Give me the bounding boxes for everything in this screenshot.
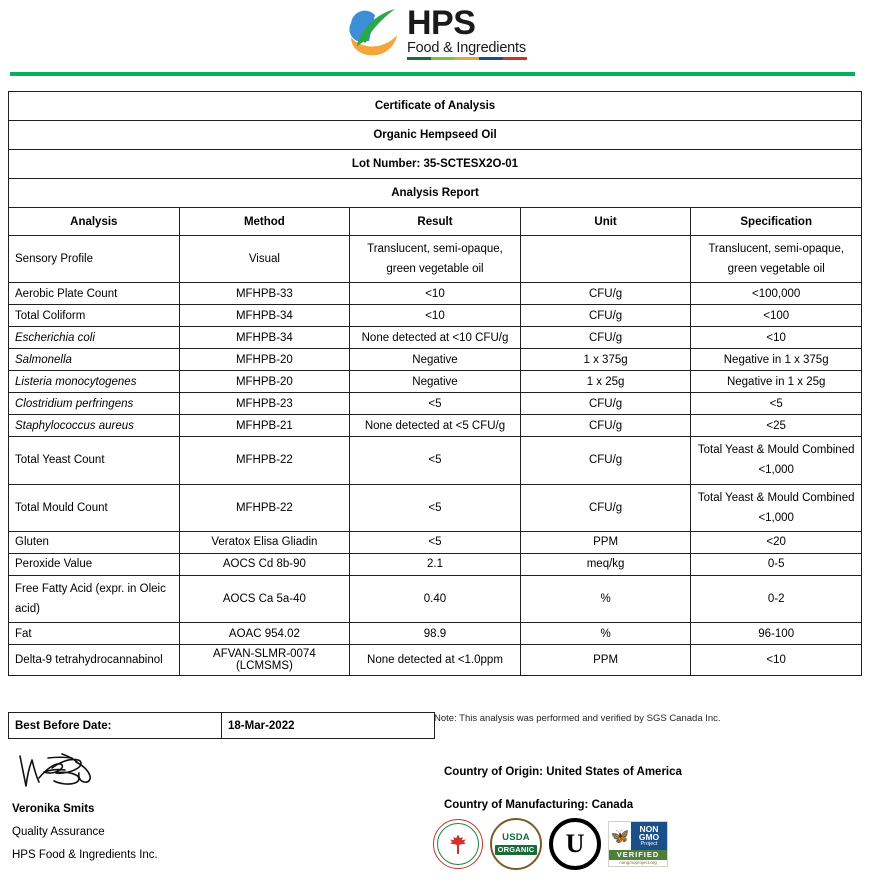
logo bbox=[345, 3, 527, 61]
cell-specification: <5 bbox=[691, 393, 862, 415]
cell-result: <5 bbox=[350, 437, 521, 484]
green-divider bbox=[10, 72, 855, 76]
cell-result: Negative bbox=[350, 371, 521, 393]
cell-unit: 1 x 375g bbox=[520, 349, 691, 371]
cell-method: MFHPB-21 bbox=[179, 415, 350, 437]
table-row bbox=[9, 437, 862, 484]
cell-unit: CFU/g bbox=[520, 305, 691, 327]
cell-result: 98.9 bbox=[350, 623, 521, 645]
cell-specification: <100 bbox=[691, 305, 862, 327]
usda-label: USDA bbox=[502, 832, 530, 843]
nongmo-top bbox=[609, 822, 667, 850]
cell-analysis: Delta-9 tetrahydrocannabinol bbox=[9, 645, 180, 676]
cell-specification: <10 bbox=[691, 645, 862, 676]
brand-header bbox=[0, 0, 872, 66]
halal-seal-icon bbox=[433, 819, 483, 869]
nongmo-words bbox=[631, 822, 667, 850]
cell-analysis: Staphylococcus aureus bbox=[9, 415, 180, 437]
cell-analysis: Total Mould Count bbox=[9, 484, 180, 531]
cell-unit: % bbox=[520, 623, 691, 645]
cell-specification: Negative in 1 x 25g bbox=[691, 371, 862, 393]
cell-result: Negative bbox=[350, 349, 521, 371]
cell-analysis: Gluten bbox=[9, 531, 180, 553]
cell-unit bbox=[520, 236, 691, 283]
handwritten-signature-icon bbox=[12, 748, 312, 792]
column-header-method: Method bbox=[179, 208, 350, 236]
cell-unit: CFU/g bbox=[520, 437, 691, 484]
sgs-note: Note: This analysis was performed and verified by SGS Canada Inc. bbox=[434, 713, 721, 724]
cell-method: AOCS Ca 5a-40 bbox=[179, 575, 350, 622]
table-row bbox=[9, 415, 862, 437]
cell-method: AOCS Cd 8b-90 bbox=[179, 553, 350, 575]
cell-result: None detected at <10 CFU/g bbox=[350, 327, 521, 349]
cell-specification: 96-100 bbox=[691, 623, 862, 645]
table-row bbox=[9, 393, 862, 415]
certificate-title: Certificate of Analysis bbox=[9, 92, 862, 121]
table-row bbox=[9, 305, 862, 327]
banner-row-report bbox=[9, 179, 862, 208]
table-row bbox=[9, 327, 862, 349]
cell-specification: Total Yeast & Mould Combined <1,000 bbox=[691, 484, 862, 531]
table-row bbox=[9, 645, 862, 676]
cell-analysis: Total Yeast Count bbox=[9, 437, 180, 484]
cell-method: MFHPB-23 bbox=[179, 393, 350, 415]
cell-specification: <25 bbox=[691, 415, 862, 437]
cell-analysis: Peroxide Value bbox=[9, 553, 180, 575]
cell-specification: <100,000 bbox=[691, 283, 862, 305]
table-row bbox=[9, 531, 862, 553]
table-row bbox=[9, 623, 862, 645]
kosher-u-icon bbox=[549, 818, 601, 870]
cell-method: MFHPB-22 bbox=[179, 437, 350, 484]
cell-unit: CFU/g bbox=[520, 283, 691, 305]
banner-row-lot bbox=[9, 150, 862, 179]
cell-method: Visual bbox=[179, 236, 350, 283]
leaf-check-logo-icon bbox=[345, 7, 401, 59]
cell-specification: <10 bbox=[691, 327, 862, 349]
nongmo-non-label: NON bbox=[639, 823, 659, 834]
cell-method: MFHPB-33 bbox=[179, 283, 350, 305]
butterfly-glyph: 🦋 bbox=[610, 827, 630, 845]
cell-analysis: Listeria monocytogenes bbox=[9, 371, 180, 393]
country-info bbox=[444, 766, 682, 811]
logo-text bbox=[407, 3, 527, 61]
cell-unit: PPM bbox=[520, 531, 691, 553]
cell-analysis: Sensory Profile bbox=[9, 236, 180, 283]
best-before-date-box bbox=[8, 712, 435, 739]
signer-name: Veronika Smits bbox=[12, 803, 95, 815]
table-row bbox=[9, 553, 862, 575]
cell-result: <5 bbox=[350, 484, 521, 531]
organic-label: ORGANIC bbox=[495, 845, 538, 856]
table-row bbox=[9, 349, 862, 371]
table-row bbox=[9, 371, 862, 393]
non-gmo-project-verified-icon bbox=[608, 821, 668, 867]
signature-block bbox=[12, 748, 312, 861]
signer-company: HPS Food & Ingredients Inc. bbox=[12, 849, 158, 861]
cell-result: None detected at <5 CFU/g bbox=[350, 415, 521, 437]
country-of-manufacturing: Country of Manufacturing: Canada bbox=[444, 799, 634, 811]
table-row bbox=[9, 575, 862, 622]
cell-result: None detected at <1.0ppm bbox=[350, 645, 521, 676]
cell-analysis: Clostridium perfringens bbox=[9, 393, 180, 415]
cell-method: MFHPB-34 bbox=[179, 305, 350, 327]
cell-unit: CFU/g bbox=[520, 327, 691, 349]
nongmo-url-label: nongmoproject.org bbox=[609, 860, 667, 866]
cell-analysis: Total Coliform bbox=[9, 305, 180, 327]
column-header-analysis: Analysis bbox=[9, 208, 180, 236]
brand-color-bars bbox=[407, 57, 527, 60]
cell-method: AOAC 954.02 bbox=[179, 623, 350, 645]
cell-unit: PPM bbox=[520, 645, 691, 676]
lot-number: Lot Number: 35-SCTESX2O-01 bbox=[9, 150, 862, 179]
cell-specification: Negative in 1 x 375g bbox=[691, 349, 862, 371]
cell-result: Translucent, semi-opaque, green vegetable oil bbox=[350, 236, 521, 283]
cell-result: <5 bbox=[350, 531, 521, 553]
analysis-report-title: Analysis Report bbox=[9, 179, 862, 208]
nongmo-gmo-label: GMO bbox=[638, 832, 660, 843]
cell-analysis: Escherichia coli bbox=[9, 327, 180, 349]
cell-analysis: Salmonella bbox=[9, 349, 180, 371]
table-row bbox=[9, 484, 862, 531]
kosher-u-letter: U bbox=[565, 829, 585, 858]
cell-method: MFHPB-22 bbox=[179, 484, 350, 531]
cell-method: MFHPB-20 bbox=[179, 371, 350, 393]
cell-result: <5 bbox=[350, 393, 521, 415]
cell-specification: Translucent, semi-opaque, green vegetable oil bbox=[691, 236, 862, 283]
cell-unit: % bbox=[520, 575, 691, 622]
cell-unit: CFU/g bbox=[520, 415, 691, 437]
banner-row-certificate bbox=[9, 92, 862, 121]
table-header-row bbox=[9, 208, 862, 236]
cell-analysis: Free Fatty Acid (expr. in Oleic acid) bbox=[9, 575, 180, 622]
country-of-origin: Country of Origin: United States of America bbox=[444, 766, 682, 778]
certification-badges bbox=[433, 818, 668, 870]
cell-specification: <20 bbox=[691, 531, 862, 553]
cell-result: <10 bbox=[350, 283, 521, 305]
usda-organic-icon bbox=[490, 818, 542, 870]
table-row bbox=[9, 236, 862, 283]
column-header-result: Result bbox=[350, 208, 521, 236]
cell-unit: meq/kg bbox=[520, 553, 691, 575]
certificate-of-analysis-table bbox=[8, 91, 862, 676]
cell-analysis: Aerobic Plate Count bbox=[9, 283, 180, 305]
cell-method: AFVAN-SLMR-0074 (LCMSMS) bbox=[179, 645, 350, 676]
cell-analysis: Fat bbox=[9, 623, 180, 645]
cell-unit: 1 x 25g bbox=[520, 371, 691, 393]
best-before-date-label: Best Before Date: bbox=[9, 713, 222, 738]
brand-name: HPS bbox=[407, 3, 476, 42]
cell-specification: 0-5 bbox=[691, 553, 862, 575]
cell-specification: Total Yeast & Mould Combined <1,000 bbox=[691, 437, 862, 484]
column-header-unit: Unit bbox=[520, 208, 691, 236]
cell-unit: CFU/g bbox=[520, 393, 691, 415]
maple-leaf-shape bbox=[449, 834, 468, 855]
cell-specification: 0-2 bbox=[691, 575, 862, 622]
cell-result: 2.1 bbox=[350, 553, 521, 575]
cell-result: 0.40 bbox=[350, 575, 521, 622]
cell-method: MFHPB-20 bbox=[179, 349, 350, 371]
best-before-date-value: 18-Mar-2022 bbox=[228, 719, 295, 732]
signer-role: Quality Assurance bbox=[12, 826, 105, 838]
cell-unit: CFU/g bbox=[520, 484, 691, 531]
product-name: Organic Hempseed Oil bbox=[9, 121, 862, 150]
cell-method: MFHPB-34 bbox=[179, 327, 350, 349]
butterfly-icon bbox=[609, 822, 631, 850]
cell-result: <10 bbox=[350, 305, 521, 327]
table-row bbox=[9, 283, 862, 305]
column-header-specification: Specification bbox=[691, 208, 862, 236]
brand-tagline: Food & Ingredients bbox=[407, 39, 526, 56]
table-body bbox=[9, 92, 862, 676]
nongmo-project-label: Project bbox=[640, 841, 658, 848]
nongmo-verified-label: VERIFIED bbox=[609, 850, 667, 859]
cell-method: Veratox Elisa Gliadin bbox=[179, 531, 350, 553]
banner-row-product bbox=[9, 121, 862, 150]
